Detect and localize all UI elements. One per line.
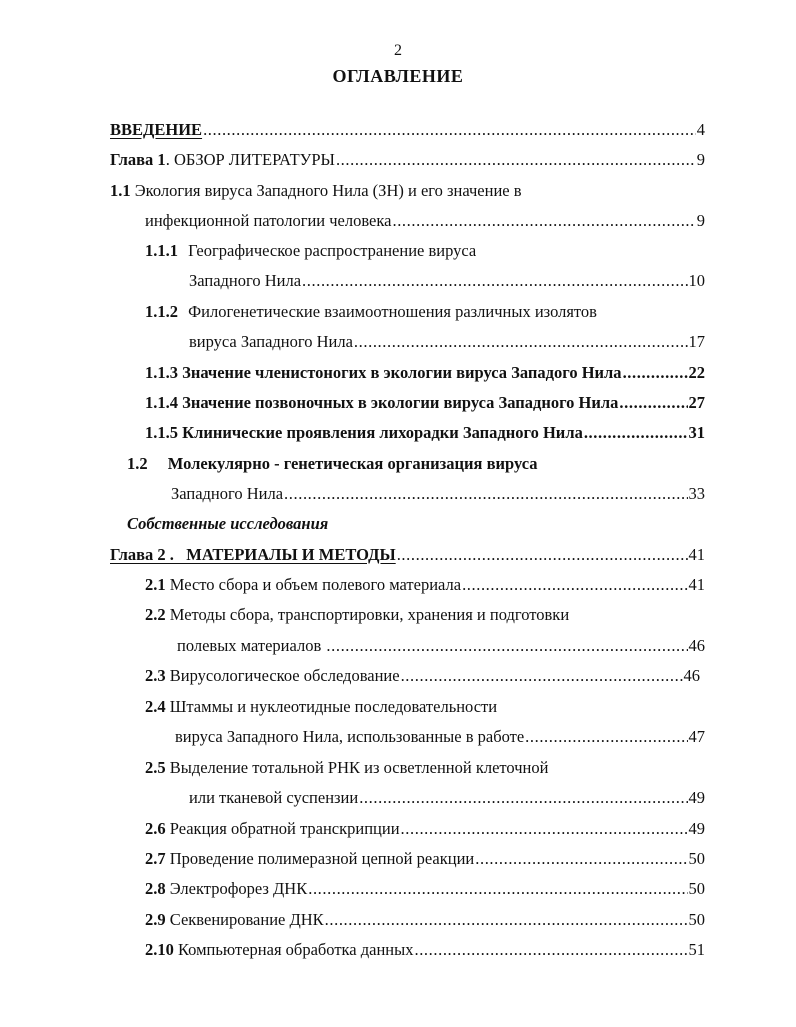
section-title: Клинические проявления лихорадки Западного Нила: [178, 423, 583, 442]
dot-leader: [475, 848, 687, 870]
section-title: Проведение полимеразной цепной реакции: [165, 849, 475, 868]
section-number: 2.9: [145, 910, 166, 929]
toc-label: [145, 362, 622, 384]
toc-entry-2-1[interactable]: [145, 574, 705, 596]
toc-label: [145, 909, 324, 931]
section-number: 2.4: [145, 697, 166, 716]
toc-entry-2-2-line1[interactable]: [145, 604, 569, 626]
section-title: Штаммы и нуклеотидные последовательности: [165, 697, 498, 716]
dot-leader: [525, 726, 687, 748]
toc-entry-2-10[interactable]: [145, 939, 705, 961]
dot-leader: [623, 362, 688, 384]
chapter-title: . ОБЗОР ЛИТЕРАТУРЫ: [165, 150, 335, 169]
section-number: 1.1.4: [145, 393, 178, 412]
section-title: Реакция обратной транскрипции: [165, 819, 400, 838]
chapter-number: Глава 1: [110, 150, 166, 169]
toc-label: [145, 848, 474, 870]
section-number: 2.6: [145, 819, 166, 838]
section-title: Секвенирование ДНК: [165, 910, 324, 929]
toc-page-number: 49: [688, 819, 705, 838]
toc-entry-chapter-1[interactable]: [110, 149, 705, 171]
section-number: 2.3: [145, 666, 166, 685]
toc-label: [145, 574, 461, 596]
dot-leader: [392, 210, 695, 232]
toc-page-number: 22: [688, 363, 705, 382]
toc-page-number: 50: [688, 879, 705, 898]
toc-label: [145, 939, 413, 961]
section-title: Значение позвоночных в экологии вируса Западного Нила: [178, 393, 619, 412]
dot-leader: [308, 878, 687, 900]
section-title: Молекулярно - генетическая организация вируса: [167, 454, 538, 473]
toc-label: полевых материалов: [177, 636, 326, 655]
toc-entry-2-2-line2[interactable]: [177, 635, 705, 657]
dot-leader: [284, 483, 687, 505]
toc-page-number: 47: [688, 727, 705, 746]
toc-page-number: 33: [688, 484, 705, 503]
toc-page-number: 27: [688, 393, 705, 412]
section-title: Географическое распространение вируса: [188, 241, 477, 260]
toc-label: или тканевой суспензии: [189, 788, 359, 807]
section-number: 1.1.1: [145, 241, 178, 260]
section-number: 1.1.2: [145, 302, 178, 321]
toc-entry-2-4-line1[interactable]: [145, 696, 497, 718]
section-number: 2.1: [145, 575, 166, 594]
dot-leader: [336, 149, 696, 171]
section-title: Компьютерная обработка данных: [173, 940, 414, 959]
toc-page-number: 4: [696, 120, 705, 139]
page-number: 2: [394, 42, 402, 59]
toc-page-number: 41: [688, 545, 705, 564]
toc-entry-2-9[interactable]: [145, 909, 705, 931]
toc-entry-2-5-line1[interactable]: [145, 757, 548, 779]
section-title: Вирусологическое обследование: [165, 666, 400, 685]
section-number: 1.1.3: [145, 363, 178, 382]
toc-page-number: 9: [696, 211, 705, 230]
toc-page-number: 49: [688, 788, 705, 807]
toc-entry-1-2-line1[interactable]: [127, 453, 537, 475]
toc-label: Глава 2 . МАТЕРИАЛЫ И МЕТОДЫ: [110, 545, 396, 564]
page-title: ОГЛАВЛЕНИЕ: [332, 66, 464, 86]
dot-leader: [397, 544, 688, 566]
dot-leader: [326, 635, 687, 657]
section-title: Филогенетические взаимоотношения различных изолятов: [188, 302, 597, 321]
toc-label: Западного Нила: [171, 484, 284, 503]
dot-leader: [302, 270, 687, 292]
section-title: Место сбора и объем полевого материала: [165, 575, 462, 594]
dot-leader: [203, 119, 696, 141]
section-number: 2.10: [145, 940, 174, 959]
toc-entry-1-1-2-line2[interactable]: [189, 331, 705, 353]
toc-entry-1-1-3[interactable]: [145, 362, 705, 384]
section-number: 2.7: [145, 849, 166, 868]
toc-entry-introduction[interactable]: [110, 119, 705, 141]
toc-page-number: 46: [683, 666, 700, 685]
dot-leader: [401, 818, 688, 840]
toc-page-number: 50: [688, 910, 705, 929]
section-title: Экология вируса Западного Нила (ЗН) и его значение в: [130, 181, 522, 200]
dot-leader: [462, 574, 687, 596]
section-title: Выделение тотальной РНК из осветленной клеточной: [165, 758, 549, 777]
toc-label: Западного Нила: [189, 271, 302, 290]
toc-entry-2-4-line2[interactable]: [175, 726, 705, 748]
section-title: Электрофорез ДНК: [165, 879, 308, 898]
toc-entry-2-6[interactable]: [145, 818, 705, 840]
toc-label: [110, 149, 335, 171]
dot-leader: [584, 422, 688, 444]
toc-entry-1-1-1-line2[interactable]: [189, 270, 705, 292]
toc-entry-1-1-4[interactable]: [145, 392, 705, 414]
toc-page-number: 17: [688, 332, 705, 351]
toc-entry-2-7[interactable]: [145, 848, 705, 870]
section-number: 2.2: [145, 605, 166, 624]
dot-leader: [325, 909, 688, 931]
toc-label: [145, 818, 400, 840]
toc-page-number: 31: [688, 423, 705, 442]
section-number: 2.5: [145, 758, 166, 777]
toc-entry-1-1-5[interactable]: [145, 422, 705, 444]
toc-label: [145, 665, 400, 687]
toc-entry-1-1-line2[interactable]: [145, 210, 705, 232]
toc-entry-chapter-2[interactable]: [110, 544, 705, 566]
toc-entry-1-1-1-line1[interactable]: [145, 240, 476, 262]
toc-page-number: 50: [688, 849, 705, 868]
toc-entry-1-2-line2[interactable]: [171, 483, 705, 505]
toc-entry-2-3[interactable]: [145, 665, 700, 687]
toc-label: ВВЕДЕНИЕ: [110, 120, 203, 139]
toc-page-number: 41: [688, 575, 705, 594]
section-number: 1.2: [127, 454, 148, 473]
toc-label: инфекционной патологии человека: [145, 211, 392, 230]
dot-leader: [354, 331, 688, 353]
toc-label: [145, 878, 307, 900]
toc-label: [145, 392, 618, 414]
section-title: Значение членистоногих в экологии вируса Западого Нила: [178, 363, 622, 382]
section-title: Методы сбора, транспортировки, хранения и подготовки: [165, 605, 570, 624]
toc-page-number: 51: [688, 940, 705, 959]
toc-label: вируса Западного Нила, использованные в работе: [175, 727, 525, 746]
toc-label: вируса Западного Нила: [189, 332, 353, 351]
section-number: 1.1.5: [145, 423, 178, 442]
section-heading-own-research: Собственные исследования: [127, 514, 329, 533]
toc-label: [145, 422, 583, 444]
toc-entry-2-8[interactable]: [145, 878, 705, 900]
toc-page-number: 9: [696, 150, 705, 169]
section-number: 2.8: [145, 879, 166, 898]
dot-leader: [359, 787, 687, 809]
toc-page-number: 46: [688, 636, 705, 655]
toc-entry-2-5-line2[interactable]: [189, 787, 705, 809]
dot-leader: [401, 665, 683, 687]
toc-entry-1-1-line1[interactable]: [110, 180, 522, 202]
dot-leader: [414, 939, 687, 961]
section-number: 1.1: [110, 181, 131, 200]
dot-leader: [619, 392, 687, 414]
toc-entry-1-1-2-line1[interactable]: [145, 301, 597, 323]
toc-page-number: 10: [688, 271, 705, 290]
